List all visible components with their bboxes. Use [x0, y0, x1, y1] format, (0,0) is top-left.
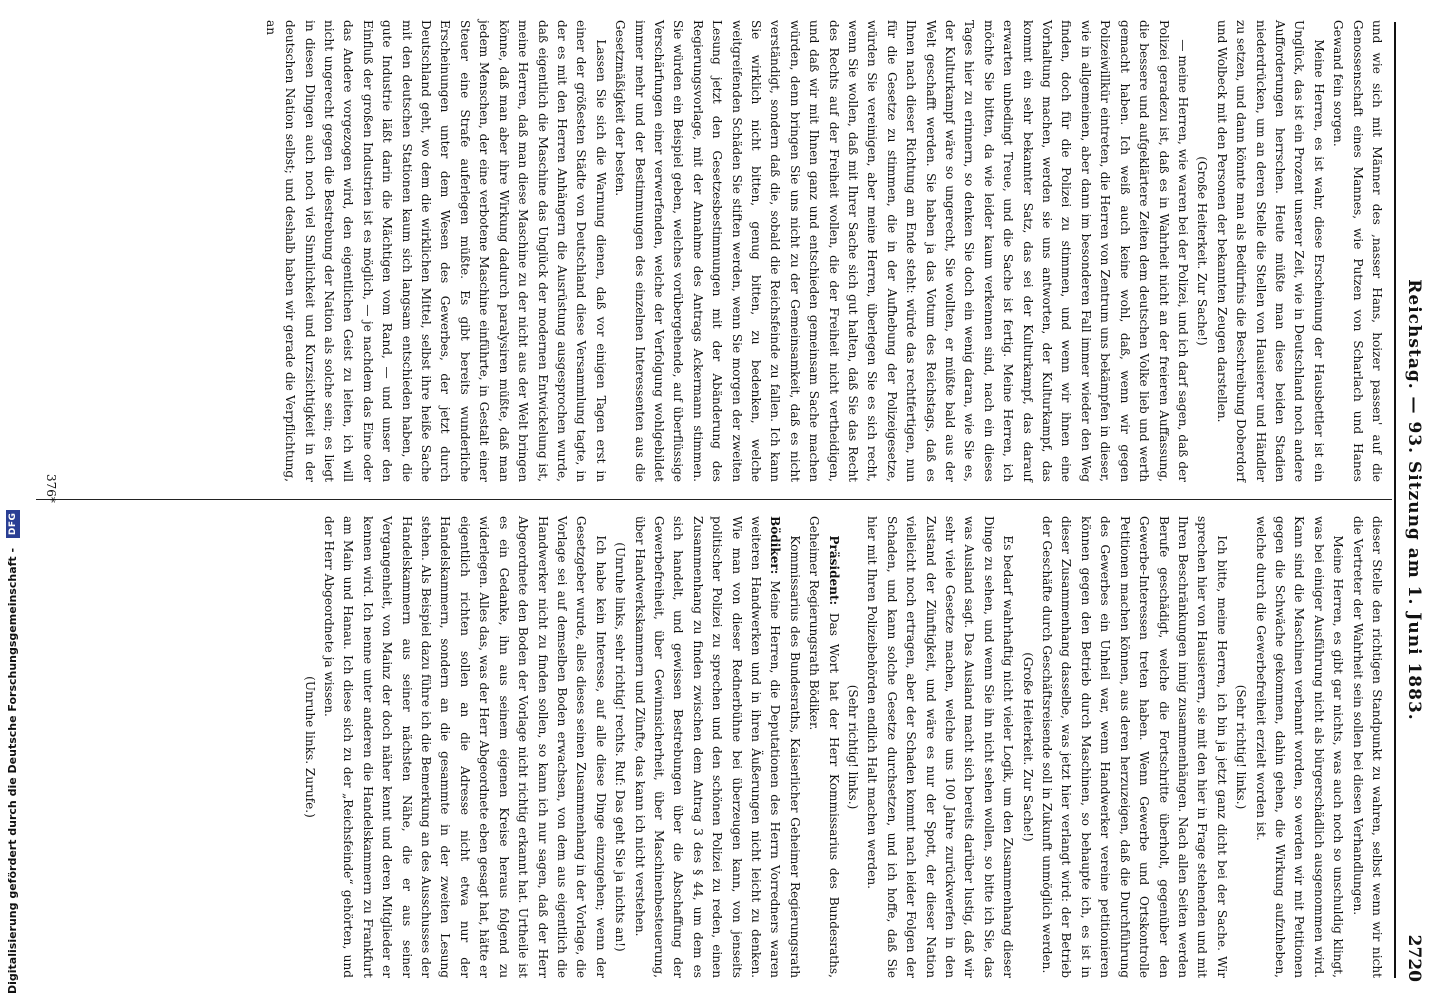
- header-rule: [1394, 22, 1396, 978]
- page-number: 2720: [1404, 934, 1424, 982]
- running-title: Reichstag. — 93. Sitzung am 1. Juni 1883.: [1404, 279, 1424, 721]
- speaker-paragraph: [629, 516, 804, 978]
- paragraph: Meine Herren, es gibt gar nichts, was auch noch so unschuldig klingt, was bei einiger Ausführung nicht als bürgerschädlich ausgenommen wird. Kann sind die Maschinen verbannt worden, so werden wir mit Petitionen gegen die Schwäche gekommen, dahin gehen, die Wirkung aufzuheben, welche durch die Gewerbefreiheit erzielt worden ist.: [1253, 516, 1346, 978]
- interjection: (Sehr richtig! links.): [846, 684, 861, 810]
- watermark-text: Digitalisierung gefördert durch die Deutsche Forschungsgemeinschaft -: [6, 547, 19, 994]
- interjection: (Sehr richtig! links.): [1234, 684, 1249, 810]
- paragraph: Lassen Sie sich die Warnung dienen, daß vor einigen Tagen erst in einer der größesten Städte von Deutschland diese Versammlung tagte, in der es mit den Herren Anhängern die Ausrüstung ausgesprochen wurde, daß eigentlich die Maschine das Unglück der modernen Entwickelung ist, meine Herren, daß man diese Maschine zu der nicht aus der Welt bringen könne, daß man aber ihre Wirkung dadurch paralysiren müßte, daß man jedem Menschen, der eine verbotene Maschine einführte, in Gestalt einer Steuer eine Strafe auferlegen müßte. Es gibt bereits wunderliche Erscheinungen unter dem Wesen des Gewerbes, der jetzt durch Deutschland geht, wo dem die wirklichen Mittel, selbst ihre heiße Sache mit den deutschen Stationen kaum sich langsam entschieden haben, die gute Industrie läßt darin die Mächtigen vom Rand, — und unser den Einfluß der großen Industrien ist es möglich, — je nachdem das Eine oder das Andere vorgezogen wird, den eigentlichen Geist zu leiten, ich will nicht ungerecht gegen die Bestrebung der Nation als solche sein; es liegt in diesen Dingen auch noch viel Sinnlichkeit und Kurzsichtigkeit in der deutschen Nation selbst; und deshalb haben wir gerade die Verpflichtung, an: [263, 20, 608, 482]
- interjection: (Unruhe links. Zurufe.): [302, 676, 317, 818]
- speaker-title: Kommissarius des Bundesraths, Kaiserlicher Geheimer Regierungsrath: [787, 535, 802, 978]
- paragraph: Es bedarf wahrhaftig nicht vieler Logik, um den Zusammenhang dieser Dinge zu sehen, und wenn Sie ihn nicht sehen wollen, so bitte ich Sie, das was Ausland sagt. Das Ausland macht sich bereits darüber lustig, daß wir sehr viele Gesetze machen, welche uns 100 Jahre zurückwerfen in den Zustand der Zünftigkeit, und wäre es nur der Spott, der dieser Nation vielleicht noch ertragen, aber der Schaden kommt nach leider Folgen der Schaden, und kann solche Gesetze durchsetzen, und ich hoffe, daß Sie hier mit Ihren Polizeibehörden endlich Halt machen werden.: [865, 516, 1016, 978]
- paragraph: Ich bitte, meine Herren, ich bin ja jetzt ganz dicht bei der Sache. Wir sprechen hier von Hausierern, sie mit den hier in Frage stehenden und mit Ihren Beschränkungen innig zusammenhängen. Nach allen Seiten werden Berufe geschädigt, welche die Fortschritte überholt, gegenüber den Gewerbe-Interessen treten haben. Wenn Gewerbe und Ortskontrolle Petitionen machen können, aus deren herzuzeigen, daß die Durchführung des Gewerbes ein Unheil war, wenn Handwerker vereine petitionieren können gegen den Betrieb durch Maschinen, so behaupte ich, es ist in dieser Zusammenhang dasselbe, was jetzt hier verlangt wird: der Betrieb der Geschäfte durch Geschäftsreisende soll in Zukunft unmöglich werden.: [1040, 516, 1229, 978]
- interjection: (Große Heiterkeit. Zur Sache!): [1020, 652, 1035, 842]
- speaker-name: Präsident:: [826, 535, 841, 606]
- paragraph: und wie sich mit Männer des ‚nasser Hans, hoizer passen' auf die Genossenschaft eines Mannes, wie Putzen von Scharlach und Hanes Gewand fein sorgen.: [1331, 20, 1384, 482]
- digitization-sidebar: [0, 0, 26, 1000]
- speaker-name: Bödiker:: [768, 516, 783, 575]
- speech-text: Das Wort hat der Herr Kommissarius des Bundesraths, Geheimer Regierungsrath Bödiker.: [807, 516, 841, 978]
- page-header: [1396, 18, 1424, 982]
- dfg-logo: DFG: [6, 510, 20, 539]
- dfg-watermark: [0, 0, 26, 1000]
- paragraph: Ich habe kein Interesse, auf alle diese Dinge einzugehen; wenn der Gesetzgeber wurde, alles dieses seinen Zusammenhang in der Vorlage, die Vorlage sei auf demselben Boden erwachsen, von dem aus eigentlich die Handwerker nicht zu finden sollen, so kann ich nur sagen, daß der Herr Abgeordnete den Boden der Vorlage nicht richtig erkannt hat. Urtheile ist es ein Gedanke, ihn aus seinem eigenen Kreise heraus folgend zu widerlegen. Alles das, was der Herr Abgeordnete eben gesagt hat, hätte er eigentlich richten sollen an die Adresse nicht etwa nur der Handelskammern, sondern an die gesammte in der zweiten Lesung stehen. Als Beispiel dazu führe ich die Bemerkung an des Ausschusses der Handelskammern aus seiner nächsten Nähe, die er aus seiner Vergangenheit, von Mainz der doch näher kennt und deren Mitglieder er kennen wird. Ich nenne unter anderen die Handelskammern zu Frankfurt am Main und Hanau. Ich diese sich zu der „Reichsfeinde“ gehörten, und der Herr Abgeordnete ja wissen.: [322, 516, 608, 978]
- speech-text: Meine Herren, die Deputationen des Herrn Vorredners waren weiteren Handwerken und in ihren Äußerungen nicht leicht zu denken. Wie man von dieser Rednerbühne bei überzeugen kann, von jenseits politischer Polizei zu sprechen und den schönen Polizei zu reden, einen Zusammenhang zu finden zwischen dem Antrag 3 des § 44, um dem es sich handelt, und gewissen Bestrebungen über die Abschaffung der Gewerbefreiheit, über Gewinnsicherheit, über Maschinenbesteuerung, über Handwerkskammern und Zünfte, das kann ich nicht verstehen.: [632, 516, 783, 978]
- column-divider: [36, 499, 1392, 500]
- paragraph: dieser Stelle den richtigen Standpunkt zu wahren, selbst wenn wir nicht die Vertreter der Wahrheit sein sollen bei diesen Verhandlungen.: [1350, 516, 1384, 978]
- paragraph: Meine Herren, es ist wahr, diese Erscheinung der Hausbettler ist ein Unglück, das ist ein Prozent unserer Zeit, wie in Deutschland noch andere Aufforderungen herrschen. Heute müßte man diese beiden Stadien niederdrücken, um an deren Stelle die Stellen von Hausierer und Händler zu setzen, und dann könnte man als Bedürfnis die Beschreibung Doberdorf und Wolbeck mit den Personen der bekannten Zeugen darstellen.: [1214, 20, 1326, 482]
- scanned-page: [30, 4, 1430, 996]
- signature-mark: 376*: [44, 474, 58, 503]
- interjection: (Große Heiterkeit. Zur Sache!): [1195, 156, 1210, 346]
- paragraph: — meine Herren, wie waren bei der Polizei, und ich darf sagen, daß der Polizei geradezu ist, daß es in Wahrheit nicht an der freieren Auffassung, die bessere und aufgeklärtere Zeiten dem deutschen Volke lieb und werth gemacht haben. Ich weiß auch keine wohl, daß, wenn wir gegen Polizeiwillkür eintreten, die Herren von Zentrum uns bekämpfen in dieser, wie in allgemeinen, aber dann im besonderen Fall immer wieder den Weg finden, doch für die Polizei zu stimmen, und wenn wir ihnen eine Vorhaltung machen, werden sie uns antworten, der Kulturkampf, das kommt ein sehr bekannter Satz, das sei der Kulturkampf, das darauf erwarten unbedingt Treue, und die Sache ist fertig. Meine Herren, ich möchte Sie bitten, da wie leider kaum verkennen sind, nach ein dieses Tages hier zu erinnern, so denken Sie doch ein wenig daran, wie Sie es, der Kulturkampf wäre so ungerecht, Sie wollten, er müßte bald aus der Welt geschafft werden. Sie haben ja das Votum des Reichstags, daß es Ihnen nach dieser Richtung am Ende steht: würde das rechtfertigen, nun für die Gesetze zu stimmen, die in der Aufhebung der Polizeigesetze, würden Sie vereinigen, aber meine Herren, überlegen Sie es sich recht, wenn Sie wollen, daß mit Ihrer Sache sich gut halten, daß Sie das Recht des Rechts auf der Freiheit wollen, die der Freiheit nicht vertheidigen, und daß wir mit Ihnen ganz und entschieden gemeinsam Sache machen würden, denn bringen Sie uns nicht zu der Gemeinsamkeit, daß es nicht verständigt, sondern daß die, sobald die Reichsfeinde zu fallen. Ich kann Sie wirklich nicht bitten, genug bitten, zu bedenken, welche weitgreifenden Schäden Sie stiften werden, wenn Sie morgen der zweiten Lesung jetzt den Gesetzesbestimmungen mit der Abänderung des Regierungsvorlage, mit der Annahme des Antrags Ackermann stimmen. Sie würden ein Beispiel geben, welches vorübergehende, auf überflüssige Verschärfungen einer verwerfenden, welche der Verfolgung wohlgebildet immer mehr und der Bestimmungen des einzelnen Interessenten aus die Gesetzmäßigkeit der besten.: [613, 20, 1190, 482]
- speaker-paragraph: [804, 516, 843, 978]
- left-column: [260, 20, 1386, 482]
- right-column: [299, 516, 1386, 978]
- scanned-page-viewport: [30, 4, 1430, 996]
- interjection: (Unruhe links, sehr richtig! rechts. Ruf: Das geht Sie ja nichts an!): [613, 542, 628, 952]
